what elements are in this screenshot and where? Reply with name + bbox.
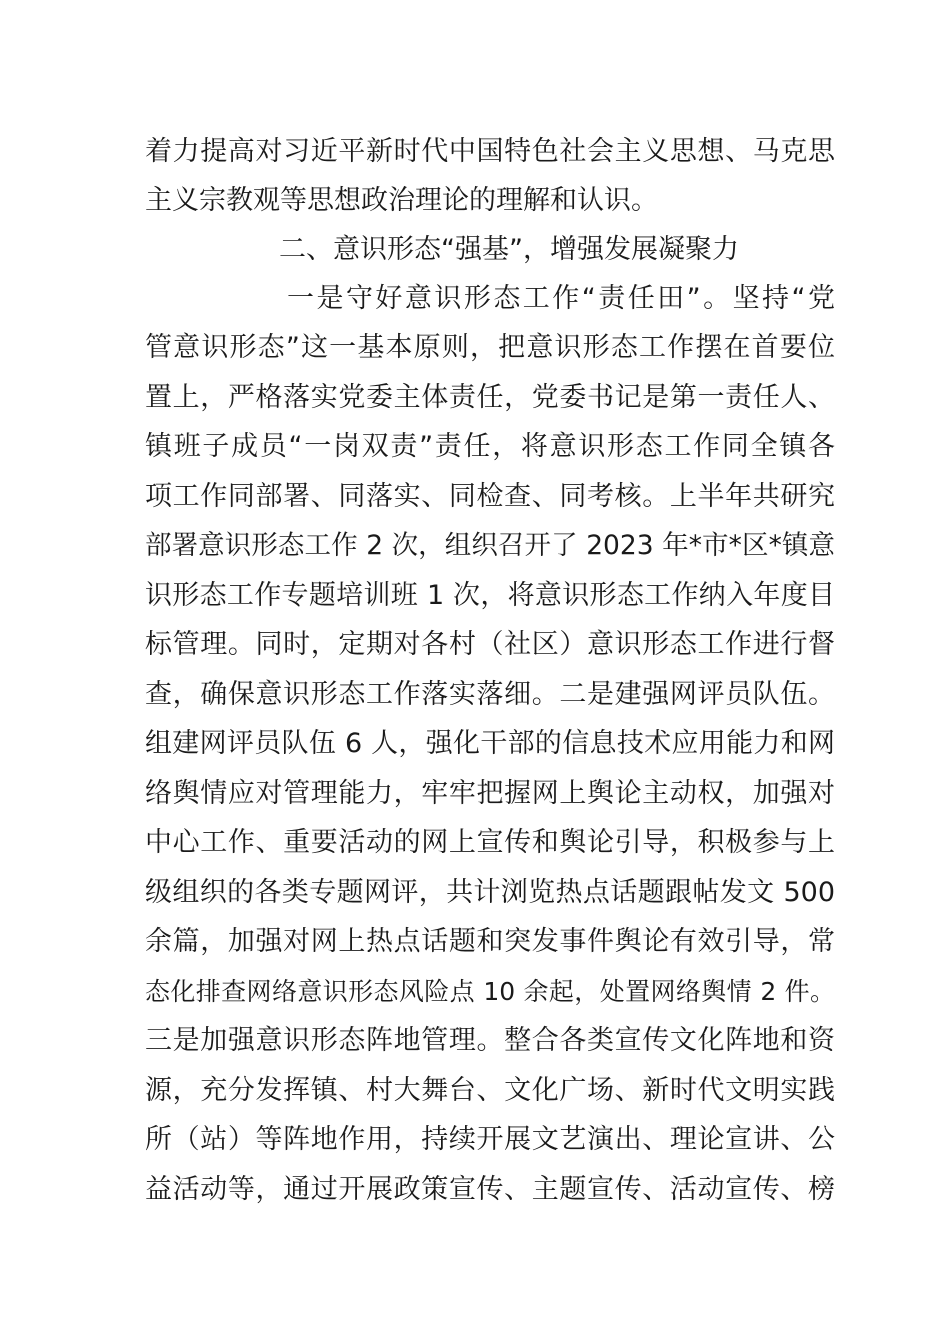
paragraph-2-line: 查，确保意识形态工作落实落细。二是建强网评员队伍。 bbox=[145, 679, 835, 710]
paragraph-2-line: 益活动等，通过开展政策宣传、主题宣传、活动宣传、榜 bbox=[145, 1174, 835, 1205]
paragraph-2-line: 三是加强意识形态阵地管理。整合各类宣传文化阵地和资 bbox=[145, 1025, 835, 1056]
paragraph-2-first-line: 一是守好意识形态工作“责任田”。坚持“党 bbox=[287, 283, 835, 314]
paragraph-1-line-2: 主义宗教观等思想政治理论的理解和认识。 bbox=[145, 185, 658, 216]
section-heading: 二、意识形态“强基”，增强发展凝聚力 bbox=[279, 234, 739, 265]
paragraph-2-line: 组建网评员队伍 6 人，强化干部的信息技术应用能力和网 bbox=[145, 728, 835, 759]
paragraph-2-line: 标管理。同时，定期对各村（社区）意识形态工作进行督 bbox=[145, 629, 835, 660]
paragraph-2-line: 中心工作、重要活动的网上宣传和舆论引导，积极参与上 bbox=[145, 827, 835, 858]
paragraph-1-line-1: 着力提高对习近平新时代中国特色社会主义思想、马克思 bbox=[145, 136, 835, 167]
paragraph-2-line: 态化排查网络意识形态风险点 10 余起，处置网络舆情 2 件。 bbox=[145, 977, 835, 1006]
paragraph-2-line: 管意识形态”这一基本原则，把意识形态工作摆在首要位 bbox=[145, 332, 835, 363]
paragraph-2-line: 级组织的各类专题网评，共计浏览热点话题跟帖发文 500 bbox=[145, 877, 835, 908]
paragraph-2-line: 所（站）等阵地作用，持续开展文艺演出、理论宣讲、公 bbox=[145, 1124, 835, 1155]
paragraph-2-line: 项工作同部署、同落实、同检查、同考核。上半年共研究 bbox=[145, 481, 835, 512]
paragraph-2-line: 置上，严格落实党委主体责任，党委书记是第一责任人、 bbox=[145, 382, 835, 413]
paragraph-2-line: 源，充分发挥镇、村大舞台、文化广场、新时代文明实践 bbox=[145, 1075, 835, 1106]
paragraph-2-line: 络舆情应对管理能力，牢牢把握网上舆论主动权，加强对 bbox=[145, 778, 835, 809]
paragraph-2-line: 识形态工作专题培训班 1 次，将意识形态工作纳入年度目 bbox=[145, 580, 835, 611]
paragraph-2-line: 镇班子成员“一岗双责”责任，将意识形态工作同全镇各 bbox=[145, 431, 835, 462]
paragraph-2-line: 余篇，加强对网上热点话题和突发事件舆论有效引导，常 bbox=[145, 926, 835, 957]
paragraph-2-line: 部署意识形态工作 2 次，组织召开了 2023 年*市*区*镇意 bbox=[145, 530, 835, 561]
